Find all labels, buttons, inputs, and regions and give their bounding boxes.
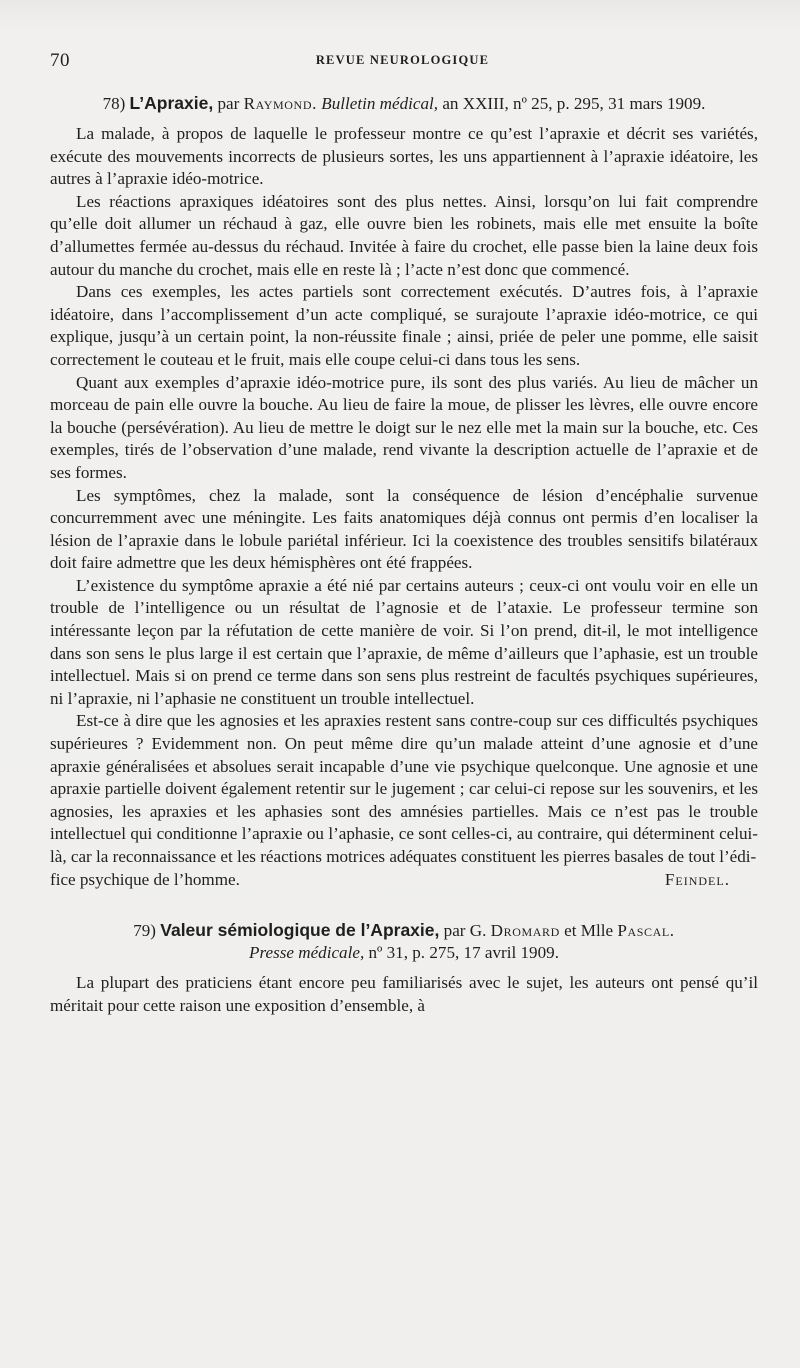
entry-78-heading <box>50 92 758 115</box>
closing-line <box>50 869 758 892</box>
entry-79-heading <box>50 919 758 964</box>
paragraph: Les réactions apraxiques idéatoires sont des plus nettes. Ainsi, lorsqu’on lui fait comprendre qu’elle doit allumer un réchaud à gaz, elle ouvre bien les robinets, mais elle met ensuite la boîte d’allumettes fermée au-dessus du réchaud. Invitée à faire du crochet, elle passe bien la laine deux fois autour du manche du crochet, mais elle en reste là ; l’acte n’est donc que commencé. <box>50 191 758 279</box>
entry-79-author-2: Pascal. <box>617 921 675 941</box>
entry-78-title: L’Apraxie, <box>129 93 214 113</box>
paragraph: La malade, à propos de laquelle le professeur montre ce qu’est l’apraxie et décrit ses variétés, exécute des mouvements incorrects de plusieurs sortes, les uns appartiennent à l’apraxie idéatoire, les autres à l’apraxie idéo-motrice. <box>50 124 758 189</box>
entry-78-author: Raymond. <box>243 94 317 113</box>
running-head: REVUE NEUROLOGIQUE <box>315 53 490 67</box>
entry-78-journal: Bulletin médical, <box>321 94 439 113</box>
entry-79-title: Valeur sémiologique de l’Apraxie, <box>160 920 440 941</box>
text-column <box>50 92 758 1017</box>
closing-text: fice psychique de l’homme. <box>50 869 240 889</box>
paragraph: Est-ce à dire que les agnosies et les apraxies restent sans contre-coup sur ces difficultés psychiques supérieures ? Evidemment non. On peut même dire qu’un malade atteint d’une agnosie et d’une apraxie généralisées et absolues serait incapable d’une vie psychique quelconque. Une agnosie et une apraxie partielle doivent également retentir sur le jugement ; car celui-ci repose sur les souvenirs, et les agnosies, les apraxies et les aphasies sont des amnésies partielles. Mais ce n’est pas le trouble intellectuel qui conditionne l’apraxie ou l’aphasie, ce sont celles-ci, au contraire, qui déterminent celui-là, car la reconnaissance et les réactions motrices adéquates constituent les pierres basales de tout l’édi- <box>50 711 758 866</box>
entry-79-author-1: Dromard <box>490 921 560 941</box>
entry-78-citation: an XXIII, nº 25, p. 295, 31 mars 1909. <box>442 94 706 113</box>
entry-79-number: 79) <box>133 921 156 941</box>
entry-79-citation: nº 31, p. 275, 17 avril 1909. <box>368 943 559 963</box>
entry-79-journal: Presse médicale, <box>249 943 365 963</box>
paragraph: La plupart des praticiens étant encore peu familiarisés avec le sujet, les auteurs ont pensé qu’il méritait pour cette raison une exposition d’ensemble, à <box>50 973 758 1015</box>
entry-78-number: 78) <box>102 94 126 113</box>
page-header <box>50 50 755 72</box>
page-number: 70 <box>50 50 70 71</box>
paragraph: Dans ces exemples, les actes partiels sont correctement exécutés. D’autres fois, à l’apraxie idéatoire, dans l’accomplissement d’un acte compliqué, se surajoute l’apraxie idéo-motrice, ce qui explique, jusqu’à un certain point, la non-réussite finale ; ainsi, priée de peler une pomme, elle saisit correctement le couteau et le fruit, mais elle coupe celui-ci dans tous les sens. <box>50 282 758 369</box>
entry-78-author-prefix: par <box>217 94 240 113</box>
entry-79-author-prefix: par G. <box>443 921 487 941</box>
entry-79-author-joiner: et Mlle <box>564 921 614 941</box>
paragraph: Quant aux exemples d’apraxie idéo-motrice pure, ils sont des plus variés. Au lieu de mâcher un morceau de pain elle ouvre la bouche. Au lieu de faire la moue, de plisser les lèvres, elle ouvre encore la bouche (persévération). Au lieu de mettre le doigt sur le nez elle met la main sur la bouche, etc. Ces exemples, tirés de l’observation d’une malade, rend vivante la description actuelle de l’apraxie et de ses formes. <box>50 372 758 482</box>
paragraph: Les symptômes, chez la malade, sont la conséquence de lésion d’encéphalie survenue concurremment avec une méningite. Les faits anatomiques déjà connus ont permis d’en localiser la lésion de l’apraxie dans le lobule pariétal inférieur. Ici la coexistence des troubles sensitifs bilatéraux doit faire admettre que les deux hémisphères ont été frappées. <box>50 485 758 573</box>
reviewer-signature: Feindel. <box>664 869 730 889</box>
paragraph: L’existence du symptôme apraxie a été nié par certains auteurs ; ceux-ci ont voulu voir en elle un trouble de l’intelligence ou un résultat de l’agnosie et de l’ataxie. Le professeur termine son intéressante leçon par la réfutation de cette manière de voir. Si l’on prend, dit-il, le mot intelligence dans son sens le plus large il est certain que l’apraxie, de même d’ailleurs que l’aphasie, est un trouble intellectuel. Mais si on prend ce terme dans son sens plus restreint de facultés psychiques supérieures, ni l’apraxie, ni l’aphasie ne constituent un trouble intellectuel. <box>50 575 758 708</box>
